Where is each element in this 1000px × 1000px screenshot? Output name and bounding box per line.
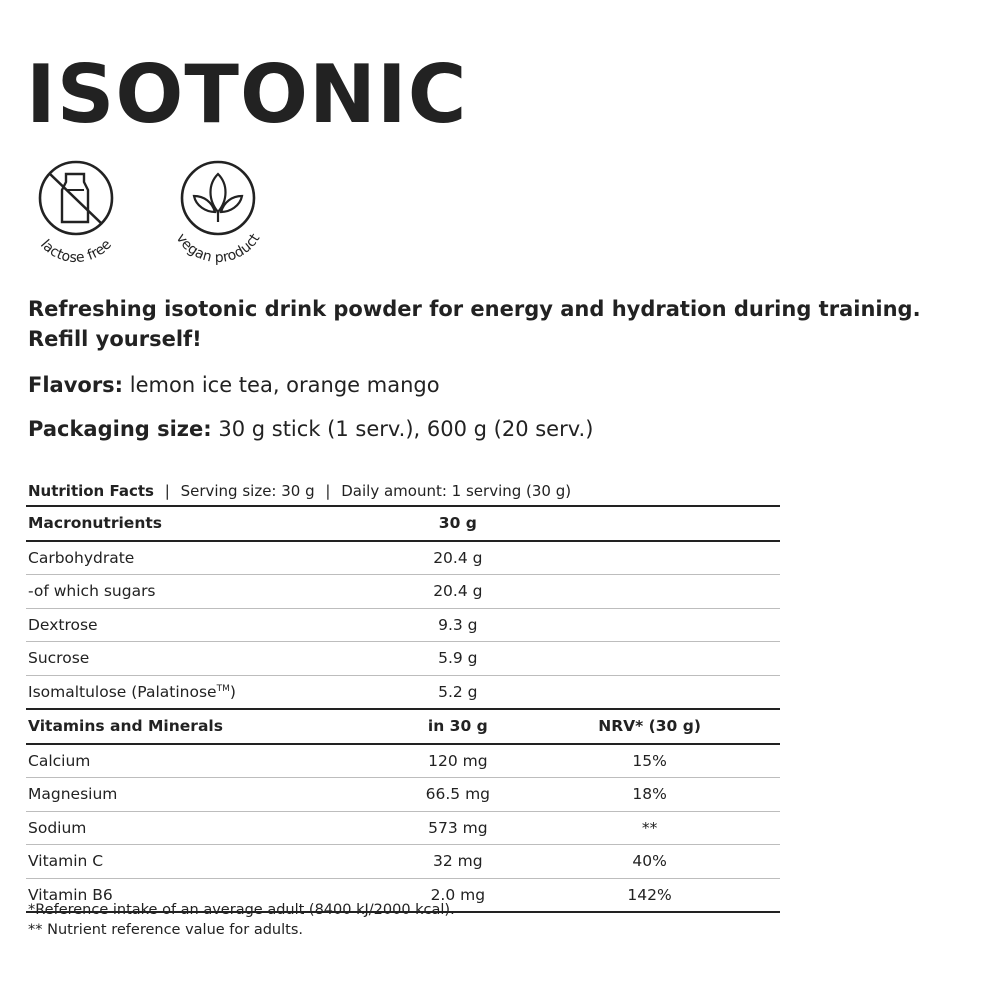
packaging-line bbox=[28, 414, 593, 444]
table-row bbox=[26, 608, 780, 642]
table-row bbox=[26, 642, 780, 676]
table-row bbox=[26, 541, 780, 575]
daily-amount: Daily amount: 1 serving (30 g) bbox=[341, 482, 572, 500]
header-separator: | bbox=[164, 482, 170, 500]
table-row bbox=[26, 744, 780, 778]
table-header-cell: 30 g bbox=[438, 514, 477, 533]
nutrient-name: Carbohydrate bbox=[28, 548, 135, 567]
vegan-leaf-icon bbox=[158, 152, 278, 272]
closing-paren: ) bbox=[229, 682, 236, 701]
nutrient-amount: 9.3 g bbox=[438, 615, 478, 634]
table-row bbox=[26, 811, 780, 845]
nutrition-facts-header bbox=[28, 480, 780, 502]
table-header-cell: Vitamins and Minerals bbox=[28, 717, 223, 736]
svg-text:vegan product bbox=[173, 231, 264, 266]
table-header-cell bbox=[519, 506, 780, 541]
nutrient-name: Dextrose bbox=[28, 615, 98, 634]
packaging-value: 30 g stick (1 serv.), 600 g (20 serv.) bbox=[218, 417, 594, 441]
table-header-cell: Macronutrients bbox=[28, 514, 162, 533]
serving-size: Serving size: 30 g bbox=[180, 482, 315, 500]
product-tagline bbox=[28, 294, 988, 354]
nutrient-nrv: 40% bbox=[632, 852, 667, 871]
product-title: ISOTONIC bbox=[26, 48, 468, 141]
nutrient-name: -of which sugars bbox=[28, 582, 156, 601]
nutrient-nrv bbox=[519, 575, 780, 609]
nutrient-amount: 573 mg bbox=[428, 818, 488, 837]
footnote-reference-intake: *Reference intake of an average adult (8400 kJ/2000 kcal). bbox=[28, 902, 455, 918]
packaging-label: Packaging size: bbox=[28, 417, 212, 441]
nutrient-nrv bbox=[519, 642, 780, 676]
table-row bbox=[26, 778, 780, 812]
nutrient-name bbox=[26, 675, 396, 709]
flavors-value: lemon ice tea, orange mango bbox=[129, 373, 440, 397]
nutrient-nrv: 15% bbox=[632, 751, 667, 770]
nutrient-nrv bbox=[519, 608, 780, 642]
tagline-line-2: Refill yourself! bbox=[28, 327, 202, 351]
nutrient-nrv: 18% bbox=[632, 785, 667, 804]
vegan-product-label: vegan product bbox=[172, 230, 264, 267]
nutrient-name: Magnesium bbox=[28, 785, 118, 804]
svg-text:lactose free bbox=[37, 237, 115, 267]
table-header-cell: NRV* (30 g) bbox=[598, 717, 701, 736]
nutrient-amount: 5.2 g bbox=[438, 682, 478, 701]
table-row bbox=[26, 845, 780, 879]
macronutrients-header-row bbox=[26, 506, 780, 541]
nutrient-name-text: Isomaltulose (Palatinose bbox=[28, 682, 217, 701]
flavors-line bbox=[28, 370, 440, 400]
header-separator: | bbox=[325, 482, 331, 500]
lactose-free-badge bbox=[16, 152, 136, 272]
nutrient-amount: 5.9 g bbox=[438, 649, 478, 668]
nutrient-amount: 20.4 g bbox=[433, 582, 483, 601]
footnote-nutrient-reference: ** Nutrient reference value for adults. bbox=[28, 922, 303, 938]
nutrient-name: Sodium bbox=[28, 818, 87, 837]
nutrient-nrv bbox=[519, 541, 780, 575]
nutrient-name: Vitamin C bbox=[28, 852, 104, 871]
table-row bbox=[26, 675, 780, 709]
nutrient-nrv: 142% bbox=[627, 885, 672, 904]
nutrient-name: Sucrose bbox=[28, 649, 90, 668]
tagline-line-1: Refreshing isotonic drink powder for energy and hydration during training. bbox=[28, 297, 921, 321]
nutrient-name: Vitamin B6 bbox=[28, 885, 113, 904]
nutrient-amount: 66.5 mg bbox=[425, 785, 491, 804]
nutrient-amount: 32 mg bbox=[433, 852, 483, 871]
trademark-mark: TM bbox=[216, 683, 230, 694]
nutrient-amount: 20.4 g bbox=[433, 548, 483, 567]
flavors-label: Flavors: bbox=[28, 373, 124, 397]
lactose-free-icon bbox=[16, 152, 136, 272]
nutrient-name: Calcium bbox=[28, 751, 91, 770]
nutrition-table bbox=[26, 505, 780, 913]
nutrient-amount: 2.0 mg bbox=[430, 885, 486, 904]
vegan-product-badge bbox=[158, 152, 278, 272]
nutrition-facts-title: Nutrition Facts bbox=[28, 482, 154, 500]
lactose-free-label: lactose free bbox=[37, 236, 115, 267]
nutrient-nrv: ** bbox=[641, 818, 658, 837]
nutrient-amount: 120 mg bbox=[428, 751, 488, 770]
vitamins-header-row bbox=[26, 709, 780, 744]
nutrient-nrv bbox=[519, 675, 780, 709]
table-row bbox=[26, 575, 780, 609]
table-header-cell: in 30 g bbox=[427, 717, 488, 736]
